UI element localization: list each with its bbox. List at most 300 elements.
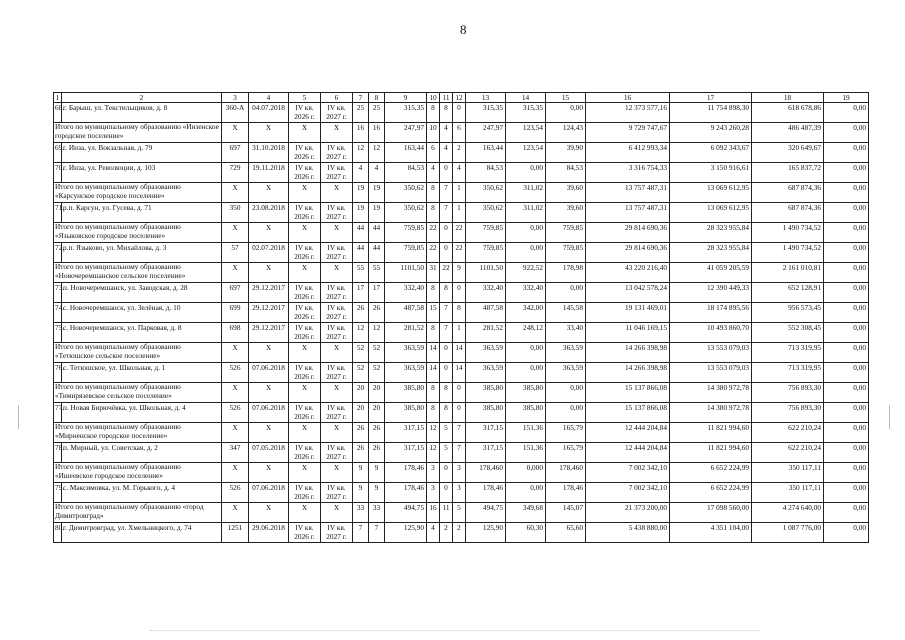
municipality-total-row <box>54 343 869 363</box>
table-cell: 151,36 <box>506 443 546 463</box>
table-cell: 72. <box>54 243 62 263</box>
municipality-name: Итого по муниципальному образованию «город Димитровград» <box>54 503 222 523</box>
table-cell: 698 <box>222 323 249 343</box>
table-cell: 0,00 <box>546 103 586 123</box>
table-cell: 163,44 <box>466 143 506 163</box>
table-cell: IV кв. 2026 г. <box>289 323 321 343</box>
table-row <box>54 163 869 183</box>
table-cell: IV кв. 2027 г. <box>321 363 353 383</box>
table-cell: X <box>321 123 353 143</box>
table-cell: 1101,50 <box>385 263 427 283</box>
table-cell: 9 <box>369 463 385 483</box>
table-cell: 70. <box>54 163 62 183</box>
table-cell: IV кв. 2027 г. <box>321 143 353 163</box>
table-cell: X <box>321 503 353 523</box>
address-cell: р.п. Языково, ул. Михайлова, д. 3 <box>62 243 222 263</box>
table-cell: 0,00 <box>824 403 869 423</box>
table-cell: 44 <box>353 243 369 263</box>
table-cell: 7 002 342,10 <box>586 483 670 503</box>
table-cell: 19.11.2018 <box>249 163 289 183</box>
table-cell: 385,80 <box>506 403 546 423</box>
table-cell: X <box>321 183 353 203</box>
table-cell: 19 <box>353 203 369 223</box>
table-cell: 0 <box>440 463 453 483</box>
table-cell: 33 <box>353 503 369 523</box>
table-cell: 311,02 <box>506 183 546 203</box>
table-cell: 178,46 <box>546 483 586 503</box>
table-cell: 4 274 640,00 <box>752 503 824 523</box>
address-cell: п. Новочеремшанск, ул. Заводская, д. 28 <box>62 283 222 303</box>
table-cell: 317,15 <box>466 443 506 463</box>
table-cell: 8 <box>453 303 466 323</box>
table-cell: 125,90 <box>385 523 427 543</box>
table-cell: 247,97 <box>385 123 427 143</box>
table-cell: 6 092 343,67 <box>670 143 752 163</box>
table-cell: 0,00 <box>824 183 869 203</box>
table-cell: 0 <box>453 383 466 403</box>
table-cell: IV кв. 2027 г. <box>321 243 353 263</box>
table-cell: 163,44 <box>385 143 427 163</box>
municipality-total-row <box>54 183 869 203</box>
table-cell: 6 <box>453 123 466 143</box>
table-cell: 13 553 079,03 <box>670 363 752 383</box>
table-cell: 12 444 204,84 <box>586 443 670 463</box>
table-row <box>54 483 869 503</box>
table-cell: 1 490 734,52 <box>752 243 824 263</box>
table-cell: 6 652 224,99 <box>670 483 752 503</box>
table-cell: 14 <box>453 343 466 363</box>
table-cell: 84,53 <box>385 163 427 183</box>
table-cell: X <box>249 503 289 523</box>
table-cell: 18 174 895,56 <box>670 303 752 323</box>
table-cell: 178,46 <box>466 483 506 503</box>
table-cell: 1 <box>453 323 466 343</box>
table-cell: 13 042 578,24 <box>586 283 670 303</box>
column-number: 10 <box>427 93 440 103</box>
column-number: 11 <box>440 93 453 103</box>
table-cell: 2 <box>440 523 453 543</box>
table-cell: 315,35 <box>466 103 506 123</box>
table-cell: 526 <box>222 403 249 423</box>
table-cell: 6 412 993,34 <box>586 143 670 163</box>
table-cell: 9 <box>453 263 466 283</box>
table-cell: 77. <box>54 403 62 423</box>
table-cell: 84,53 <box>466 163 506 183</box>
table-cell: X <box>222 463 249 483</box>
table-cell: 363,59 <box>546 363 586 383</box>
table-cell: 17 <box>369 283 385 303</box>
column-number: 5 <box>289 93 321 103</box>
table-cell: 0,00 <box>824 163 869 183</box>
table-cell: 713 319,95 <box>752 363 824 383</box>
table-cell: 729 <box>222 163 249 183</box>
table-cell: 12 <box>353 143 369 163</box>
table-cell: 9 729 747,67 <box>586 123 670 143</box>
table-cell: 28 323 955,84 <box>670 243 752 263</box>
table-cell: 281,52 <box>466 323 506 343</box>
table-cell: 756 893,30 <box>752 383 824 403</box>
scan-mark <box>18 405 19 429</box>
table-cell: 57 <box>222 243 249 263</box>
table-cell: 756 893,30 <box>752 403 824 423</box>
table-cell: 12 <box>369 143 385 163</box>
table-cell: 19 <box>353 183 369 203</box>
table-cell: 69. <box>54 143 62 163</box>
table-cell: 55 <box>369 263 385 283</box>
table-cell: X <box>321 463 353 483</box>
table-cell: 19 131 469,01 <box>586 303 670 323</box>
table-cell: IV кв. 2027 г. <box>321 323 353 343</box>
table-cell: 317,15 <box>466 423 506 443</box>
table-cell: 14 <box>427 363 440 383</box>
table-cell: 1 <box>453 183 466 203</box>
table-cell: 26 <box>369 423 385 443</box>
table-cell: 73. <box>54 283 62 303</box>
table-cell: 350,62 <box>385 203 427 223</box>
table-cell: 697 <box>222 143 249 163</box>
table-cell: 1 490 734,52 <box>752 223 824 243</box>
table-cell: 39,60 <box>546 183 586 203</box>
scan-bleedthrough <box>150 630 760 633</box>
address-cell: п. Новая Бирючёвка, ул. Школьная, д. 4 <box>62 403 222 423</box>
table-cell: 165,79 <box>546 423 586 443</box>
table-cell: 311,02 <box>506 203 546 223</box>
table-cell: 759,85 <box>546 223 586 243</box>
table-cell: X <box>289 503 321 523</box>
table-cell: 178,46 <box>385 483 427 503</box>
table-cell: 1251 <box>222 523 249 543</box>
column-number: 17 <box>670 93 752 103</box>
table-cell: 385,80 <box>466 403 506 423</box>
table-cell: 360-А <box>222 103 249 123</box>
table-cell: IV кв. 2026 г. <box>289 203 321 223</box>
table-cell: 8 <box>440 103 453 123</box>
table-cell: 11 821 994,60 <box>670 423 752 443</box>
table-cell: 0,00 <box>824 343 869 363</box>
municipality-name: Итого по муниципальному образованию «Новочеремшанское сельское поселение» <box>54 263 222 283</box>
table-cell: IV кв. 2026 г. <box>289 363 321 383</box>
table-cell: 486 487,39 <box>752 123 824 143</box>
table-cell: IV кв. 2027 г. <box>321 103 353 123</box>
table-cell: 0,00 <box>506 363 546 383</box>
table-cell: 14 <box>453 363 466 383</box>
table-cell: 12 373 577,16 <box>586 103 670 123</box>
table-cell: 713 319,95 <box>752 343 824 363</box>
table-cell: 14 380 972,78 <box>670 383 752 403</box>
table-cell: 145,07 <box>546 503 586 523</box>
table-cell: 315,35 <box>506 103 546 123</box>
table-cell: 4 <box>440 123 453 143</box>
table-cell: X <box>289 383 321 403</box>
table-cell: 363,59 <box>385 343 427 363</box>
table-cell: 79. <box>54 483 62 503</box>
table-cell: 332,40 <box>506 283 546 303</box>
column-number: 2 <box>62 93 222 103</box>
address-cell: с. Новочеремшанск, ул. Зелёная, д. 10 <box>62 303 222 323</box>
table-cell: IV кв. 2026 г. <box>289 103 321 123</box>
table-cell: 4 <box>369 163 385 183</box>
table-cell: 3 <box>453 483 466 503</box>
table-cell: 317,15 <box>385 443 427 463</box>
column-number: 18 <box>752 93 824 103</box>
table-cell: 4 <box>453 163 466 183</box>
table-cell: 12 390 449,33 <box>670 283 752 303</box>
table-cell: 347 <box>222 443 249 463</box>
table-cell: IV кв. 2027 г. <box>321 403 353 423</box>
table-cell: 350,62 <box>466 183 506 203</box>
table-cell: 151,36 <box>506 423 546 443</box>
table-cell: 19 <box>369 183 385 203</box>
table-cell: 332,40 <box>466 283 506 303</box>
table-cell: 363,59 <box>546 343 586 363</box>
table-row <box>54 243 869 263</box>
table-cell: 2 <box>453 143 466 163</box>
table-cell: 52 <box>353 363 369 383</box>
municipality-name: Итого по муниципальному образованию «Тетюшское сельское поселение» <box>54 343 222 363</box>
table-row <box>54 203 869 223</box>
address-cell: г. Инза, ул. Революции, д. 103 <box>62 163 222 183</box>
table-cell: 60,30 <box>506 523 546 543</box>
table-cell: X <box>222 383 249 403</box>
table-row <box>54 443 869 463</box>
table-cell: X <box>249 383 289 403</box>
column-number: 13 <box>466 93 506 103</box>
table-cell: 687 874,36 <box>752 183 824 203</box>
table-cell: 0,00 <box>506 483 546 503</box>
table-cell: 687 874,36 <box>752 203 824 223</box>
table-cell: 76. <box>54 363 62 383</box>
table-cell: 0,00 <box>546 403 586 423</box>
table-cell: 759,85 <box>385 223 427 243</box>
table-cell: 12 <box>353 323 369 343</box>
table-cell: 41 059 205,59 <box>670 263 752 283</box>
table-cell: 350 <box>222 203 249 223</box>
table-cell: 84,53 <box>546 163 586 183</box>
municipality-total-row <box>54 123 869 143</box>
table-cell: 5 <box>453 503 466 523</box>
table-cell: 17 098 560,00 <box>670 503 752 523</box>
table-cell: 13 553 079,03 <box>670 343 752 363</box>
table-cell: 28 323 955,84 <box>670 223 752 243</box>
table-cell: 3 150 916,61 <box>670 163 752 183</box>
table-cell: IV кв. 2027 г. <box>321 283 353 303</box>
table-cell: 52 <box>369 363 385 383</box>
table-cell: 618 678,86 <box>752 103 824 123</box>
table-cell: 622 210,24 <box>752 423 824 443</box>
municipality-name: Итого по муниципальному образованию «Тимирязевское сельское поселение» <box>54 383 222 403</box>
table-cell: 0 <box>440 163 453 183</box>
table-cell: 124,43 <box>546 123 586 143</box>
table-cell: 178,46 <box>385 463 427 483</box>
table-cell: 8 <box>440 283 453 303</box>
table-cell: X <box>222 223 249 243</box>
table-cell: 494,75 <box>466 503 506 523</box>
table-cell: 0,00 <box>824 243 869 263</box>
table-cell: 0,00 <box>506 343 546 363</box>
table-cell: 4 351 104,00 <box>670 523 752 543</box>
table-cell: 0 <box>440 223 453 243</box>
table-cell: IV кв. 2026 г. <box>289 163 321 183</box>
table-cell: IV кв. 2026 г. <box>289 443 321 463</box>
table-cell: 44 <box>369 243 385 263</box>
table-cell: 247,97 <box>466 123 506 143</box>
table-cell: X <box>289 263 321 283</box>
table-cell: 123,54 <box>506 143 546 163</box>
table-cell: 652 128,91 <box>752 283 824 303</box>
table-cell: 29.12.2017 <box>249 303 289 323</box>
table-cell: 350 117,11 <box>752 483 824 503</box>
table-cell: 71. <box>54 203 62 223</box>
table-cell: 21 373 200,00 <box>586 503 670 523</box>
table-cell: 759,85 <box>385 243 427 263</box>
table-cell: 526 <box>222 363 249 383</box>
table-cell: X <box>289 183 321 203</box>
table-row <box>54 323 869 343</box>
table-cell: 4 <box>353 163 369 183</box>
table-cell: 3 <box>427 483 440 503</box>
table-cell: 20 <box>369 383 385 403</box>
table-cell: X <box>249 423 289 443</box>
table-cell: 15 <box>427 303 440 323</box>
table-cell: 759,85 <box>466 223 506 243</box>
address-cell: с. Тетюшское, ул. Школьная, д. 1 <box>62 363 222 383</box>
table-cell: 0,00 <box>824 483 869 503</box>
table-cell: 9 243 260,28 <box>670 123 752 143</box>
table-cell: 13 069 612,95 <box>670 203 752 223</box>
table-row <box>54 283 869 303</box>
table-cell: X <box>289 123 321 143</box>
table-cell: 31.10.2018 <box>249 143 289 163</box>
table-cell: 17 <box>353 283 369 303</box>
table-cell: 11 754 898,30 <box>670 103 752 123</box>
table-cell: 8 <box>440 403 453 423</box>
scan-mark <box>889 405 890 429</box>
table-cell: 16 <box>427 503 440 523</box>
table-cell: 0,00 <box>824 383 869 403</box>
table-cell: 350 117,11 <box>752 463 824 483</box>
table-cell: 7 <box>440 303 453 323</box>
table-cell: 0,00 <box>546 383 586 403</box>
table-cell: 4 <box>427 163 440 183</box>
column-number: 15 <box>546 93 586 103</box>
table-cell: IV кв. 2026 г. <box>289 143 321 163</box>
table-cell: 178,460 <box>466 463 506 483</box>
table-cell: 15 137 866,08 <box>586 403 670 423</box>
table-cell: 65,60 <box>546 523 586 543</box>
table-cell: X <box>249 343 289 363</box>
table-cell: IV кв. 2027 г. <box>321 163 353 183</box>
address-cell: г. Димитровград, ул. Хмельницкого, д. 74 <box>62 523 222 543</box>
table-cell: 8 <box>427 103 440 123</box>
table-cell: 0 <box>453 103 466 123</box>
table-cell: 0,00 <box>824 443 869 463</box>
table-cell: 385,80 <box>385 383 427 403</box>
table-cell: 0,00 <box>824 103 869 123</box>
table-cell: 44 <box>353 223 369 243</box>
table-cell: 26 <box>353 443 369 463</box>
table-cell: 26 <box>369 303 385 323</box>
table-cell: 494,75 <box>385 503 427 523</box>
table-cell: 145,58 <box>546 303 586 323</box>
table-cell: IV кв. 2026 г. <box>289 523 321 543</box>
column-number: 4 <box>249 93 289 103</box>
table-cell: 10 493 860,70 <box>670 323 752 343</box>
table-cell: 25 <box>353 103 369 123</box>
table-cell: 33,40 <box>546 323 586 343</box>
column-number: 6 <box>321 93 353 103</box>
table-cell: 0,00 <box>824 363 869 383</box>
table-cell: IV кв. 2027 г. <box>321 483 353 503</box>
table-cell: X <box>249 223 289 243</box>
table-cell: 74. <box>54 303 62 323</box>
table-cell: 4 <box>440 143 453 163</box>
table-cell: 22 <box>453 223 466 243</box>
table-cell: 2 <box>453 523 466 543</box>
table-cell: X <box>321 223 353 243</box>
table-cell: 11 046 169,15 <box>586 323 670 343</box>
table-row <box>54 303 869 323</box>
table-cell: 123,54 <box>506 123 546 143</box>
table-cell: 165,79 <box>546 443 586 463</box>
table-cell: 22 <box>427 223 440 243</box>
municipality-total-row <box>54 463 869 483</box>
column-number-row <box>54 93 869 103</box>
table-cell: 5 438 880,00 <box>586 523 670 543</box>
table-cell: IV кв. 2026 г. <box>289 243 321 263</box>
table-cell: 349,68 <box>506 503 546 523</box>
table-cell: 0,00 <box>824 203 869 223</box>
table-cell: 178,98 <box>546 263 586 283</box>
table-cell: IV кв. 2027 г. <box>321 443 353 463</box>
table-cell: 363,59 <box>466 363 506 383</box>
table-cell: 956 573,45 <box>752 303 824 323</box>
table-cell: 526 <box>222 483 249 503</box>
table-cell: 0,00 <box>824 503 869 523</box>
table-cell: 52 <box>369 343 385 363</box>
table-cell: 320 649,67 <box>752 143 824 163</box>
table-cell: 3 <box>427 463 440 483</box>
column-number: 3 <box>222 93 249 103</box>
table-cell: 0 <box>453 283 466 303</box>
table-cell: 281,52 <box>385 323 427 343</box>
table-cell: 12 <box>369 323 385 343</box>
table-cell: 52 <box>353 343 369 363</box>
table-cell: 8 <box>427 383 440 403</box>
table-cell: 8 <box>427 403 440 423</box>
table-cell: 11 <box>440 503 453 523</box>
column-number: 9 <box>385 93 427 103</box>
column-number: 16 <box>586 93 670 103</box>
table-cell: IV кв. 2026 г. <box>289 403 321 423</box>
table-cell: 14 266 398,98 <box>586 343 670 363</box>
address-cell: с. Максимовка, ул. М. Горького, д. 4 <box>62 483 222 503</box>
table-cell: 0,00 <box>824 423 869 443</box>
table-cell: IV кв. 2027 г. <box>321 203 353 223</box>
municipality-name: Итого по муниципальному образованию «Мирненское городское поселение» <box>54 423 222 443</box>
table-cell: 26 <box>353 303 369 323</box>
table-cell: 78. <box>54 443 62 463</box>
table-row <box>54 523 869 543</box>
address-cell: с. Новочеремшанск, ул. Парковая, д. 8 <box>62 323 222 343</box>
table-cell: 8 <box>440 383 453 403</box>
table-cell: X <box>222 503 249 523</box>
table-cell: 2 161 010,81 <box>752 263 824 283</box>
table-cell: 5 <box>440 443 453 463</box>
table-cell: 0 <box>453 403 466 423</box>
table-cell: 315,35 <box>385 103 427 123</box>
column-number: 19 <box>824 93 869 103</box>
table-cell: X <box>289 343 321 363</box>
